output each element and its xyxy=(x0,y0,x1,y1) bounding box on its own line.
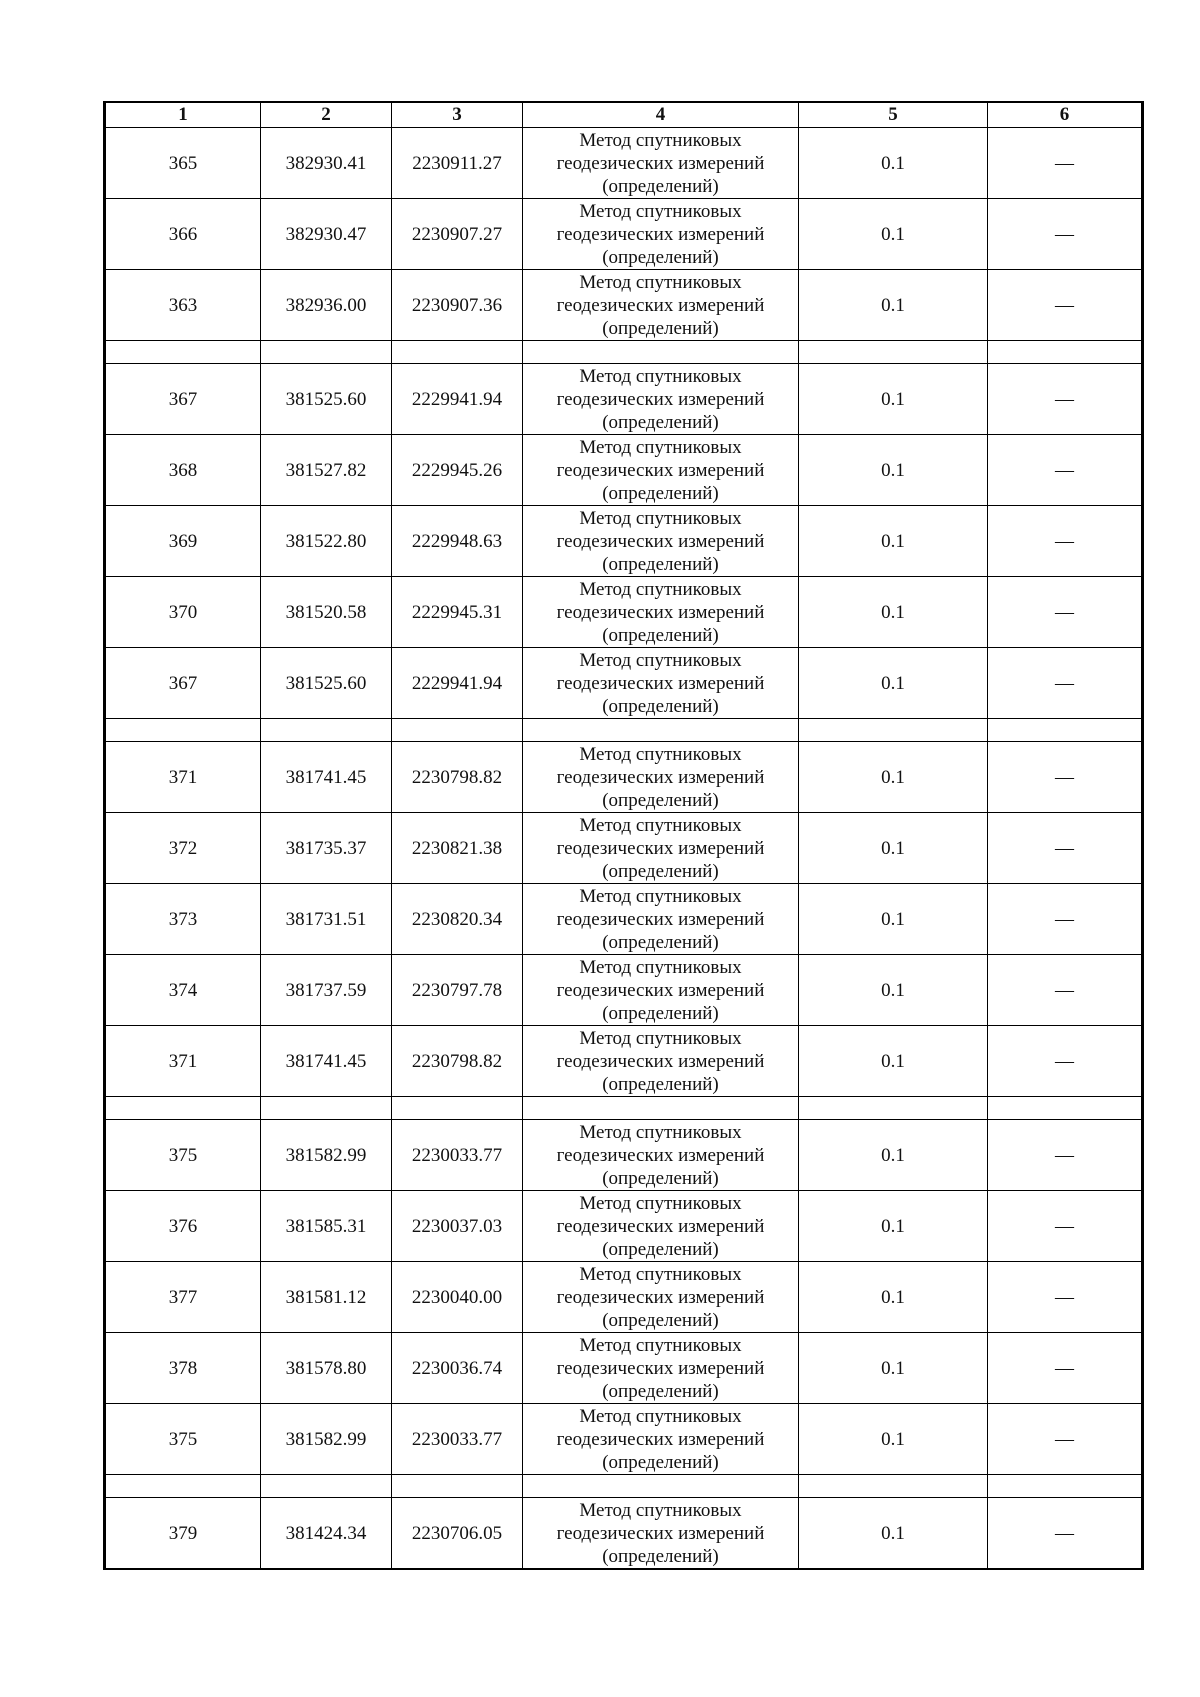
note-cell: — xyxy=(988,506,1143,577)
point-number-cell: 368 xyxy=(105,435,261,506)
table-row xyxy=(105,955,1143,1026)
accuracy-cell: 0.1 xyxy=(799,270,988,341)
empty-cell xyxy=(261,1475,392,1498)
accuracy-cell: 0.1 xyxy=(799,364,988,435)
empty-cell xyxy=(523,719,799,742)
x-coordinate-cell: 382936.00 xyxy=(261,270,392,341)
note-cell: — xyxy=(988,577,1143,648)
point-number-cell: 365 xyxy=(105,128,261,199)
method-cell: Метод спутниковых геодезических измерений (определений) xyxy=(523,955,799,1026)
table-body xyxy=(105,128,1143,1570)
accuracy-cell: 0.1 xyxy=(799,1026,988,1097)
note-cell: — xyxy=(988,813,1143,884)
table-row xyxy=(105,1498,1143,1570)
method-cell: Метод спутниковых геодезических измерений (определений) xyxy=(523,270,799,341)
coordinates-table xyxy=(103,101,1144,1570)
column-header: 2 xyxy=(261,102,392,128)
note-cell: — xyxy=(988,884,1143,955)
y-coordinate-cell: 2229941.94 xyxy=(392,648,523,719)
note-cell: — xyxy=(988,1262,1143,1333)
point-number-cell: 374 xyxy=(105,955,261,1026)
x-coordinate-cell: 381525.60 xyxy=(261,648,392,719)
note-cell: — xyxy=(988,1498,1143,1570)
note-cell: — xyxy=(988,435,1143,506)
x-coordinate-cell: 381520.58 xyxy=(261,577,392,648)
note-cell: — xyxy=(988,199,1143,270)
spacer-row xyxy=(105,1097,1143,1120)
y-coordinate-cell: 2230907.27 xyxy=(392,199,523,270)
accuracy-cell: 0.1 xyxy=(799,813,988,884)
empty-cell xyxy=(988,341,1143,364)
header-row xyxy=(105,102,1143,128)
method-cell: Метод спутниковых геодезических измерений (определений) xyxy=(523,506,799,577)
method-cell: Метод спутниковых геодезических измерений (определений) xyxy=(523,577,799,648)
y-coordinate-cell: 2230033.77 xyxy=(392,1120,523,1191)
method-cell: Метод спутниковых геодезических измерений (определений) xyxy=(523,884,799,955)
column-header: 5 xyxy=(799,102,988,128)
empty-cell xyxy=(523,1097,799,1120)
spacer-row xyxy=(105,1475,1143,1498)
point-number-cell: 375 xyxy=(105,1120,261,1191)
note-cell: — xyxy=(988,742,1143,813)
empty-cell xyxy=(799,1475,988,1498)
empty-cell xyxy=(988,1097,1143,1120)
point-number-cell: 367 xyxy=(105,364,261,435)
accuracy-cell: 0.1 xyxy=(799,577,988,648)
method-cell: Метод спутниковых геодезических измерений (определений) xyxy=(523,1333,799,1404)
x-coordinate-cell: 382930.41 xyxy=(261,128,392,199)
empty-cell xyxy=(523,341,799,364)
note-cell: — xyxy=(988,1120,1143,1191)
table-row xyxy=(105,884,1143,955)
x-coordinate-cell: 381741.45 xyxy=(261,742,392,813)
note-cell: — xyxy=(988,1333,1143,1404)
table-row xyxy=(105,1026,1143,1097)
point-number-cell: 366 xyxy=(105,199,261,270)
table-row xyxy=(105,1120,1143,1191)
table-row xyxy=(105,506,1143,577)
y-coordinate-cell: 2230911.27 xyxy=(392,128,523,199)
point-number-cell: 377 xyxy=(105,1262,261,1333)
x-coordinate-cell: 381741.45 xyxy=(261,1026,392,1097)
spacer-row xyxy=(105,341,1143,364)
y-coordinate-cell: 2230037.03 xyxy=(392,1191,523,1262)
note-cell: — xyxy=(988,1026,1143,1097)
note-cell: — xyxy=(988,364,1143,435)
point-number-cell: 369 xyxy=(105,506,261,577)
method-cell: Метод спутниковых геодезических измерений (определений) xyxy=(523,364,799,435)
x-coordinate-cell: 381735.37 xyxy=(261,813,392,884)
empty-cell xyxy=(261,341,392,364)
empty-cell xyxy=(105,719,261,742)
note-cell: — xyxy=(988,270,1143,341)
note-cell: — xyxy=(988,128,1143,199)
empty-cell xyxy=(988,1475,1143,1498)
y-coordinate-cell: 2230821.38 xyxy=(392,813,523,884)
x-coordinate-cell: 381585.31 xyxy=(261,1191,392,1262)
table-row xyxy=(105,128,1143,199)
x-coordinate-cell: 381578.80 xyxy=(261,1333,392,1404)
method-cell: Метод спутниковых геодезических измерений (определений) xyxy=(523,1498,799,1570)
y-coordinate-cell: 2230033.77 xyxy=(392,1404,523,1475)
point-number-cell: 378 xyxy=(105,1333,261,1404)
y-coordinate-cell: 2230798.82 xyxy=(392,742,523,813)
column-header: 3 xyxy=(392,102,523,128)
note-cell: — xyxy=(988,1404,1143,1475)
empty-cell xyxy=(261,719,392,742)
column-header: 6 xyxy=(988,102,1143,128)
empty-cell xyxy=(392,1475,523,1498)
table-row xyxy=(105,1404,1143,1475)
y-coordinate-cell: 2229945.26 xyxy=(392,435,523,506)
point-number-cell: 372 xyxy=(105,813,261,884)
method-cell: Метод спутниковых геодезических измерений (определений) xyxy=(523,813,799,884)
empty-cell xyxy=(261,1097,392,1120)
accuracy-cell: 0.1 xyxy=(799,1191,988,1262)
x-coordinate-cell: 381525.60 xyxy=(261,364,392,435)
empty-cell xyxy=(392,341,523,364)
empty-cell xyxy=(105,1475,261,1498)
method-cell: Метод спутниковых геодезических измерений (определений) xyxy=(523,199,799,270)
empty-cell xyxy=(392,1097,523,1120)
x-coordinate-cell: 381424.34 xyxy=(261,1498,392,1570)
point-number-cell: 367 xyxy=(105,648,261,719)
x-coordinate-cell: 381582.99 xyxy=(261,1120,392,1191)
method-cell: Метод спутниковых геодезических измерений (определений) xyxy=(523,648,799,719)
y-coordinate-cell: 2230820.34 xyxy=(392,884,523,955)
method-cell: Метод спутниковых геодезических измерений (определений) xyxy=(523,1404,799,1475)
empty-cell xyxy=(799,341,988,364)
y-coordinate-cell: 2230797.78 xyxy=(392,955,523,1026)
empty-cell xyxy=(105,341,261,364)
point-number-cell: 376 xyxy=(105,1191,261,1262)
y-coordinate-cell: 2229945.31 xyxy=(392,577,523,648)
method-cell: Метод спутниковых геодезических измерений (определений) xyxy=(523,435,799,506)
point-number-cell: 363 xyxy=(105,270,261,341)
y-coordinate-cell: 2230798.82 xyxy=(392,1026,523,1097)
column-header: 4 xyxy=(523,102,799,128)
accuracy-cell: 0.1 xyxy=(799,1498,988,1570)
x-coordinate-cell: 381582.99 xyxy=(261,1404,392,1475)
accuracy-cell: 0.1 xyxy=(799,1120,988,1191)
accuracy-cell: 0.1 xyxy=(799,128,988,199)
table-row xyxy=(105,270,1143,341)
table-row xyxy=(105,364,1143,435)
document-page xyxy=(103,101,1141,1570)
point-number-cell: 379 xyxy=(105,1498,261,1570)
empty-cell xyxy=(799,1097,988,1120)
y-coordinate-cell: 2230040.00 xyxy=(392,1262,523,1333)
x-coordinate-cell: 381731.51 xyxy=(261,884,392,955)
table-row xyxy=(105,577,1143,648)
method-cell: Метод спутниковых геодезических измерений (определений) xyxy=(523,1026,799,1097)
accuracy-cell: 0.1 xyxy=(799,648,988,719)
x-coordinate-cell: 381737.59 xyxy=(261,955,392,1026)
y-coordinate-cell: 2229941.94 xyxy=(392,364,523,435)
y-coordinate-cell: 2229948.63 xyxy=(392,506,523,577)
table-row xyxy=(105,648,1143,719)
empty-cell xyxy=(988,719,1143,742)
accuracy-cell: 0.1 xyxy=(799,742,988,813)
method-cell: Метод спутниковых геодезических измерений (определений) xyxy=(523,1262,799,1333)
accuracy-cell: 0.1 xyxy=(799,1333,988,1404)
table-row xyxy=(105,435,1143,506)
y-coordinate-cell: 2230907.36 xyxy=(392,270,523,341)
accuracy-cell: 0.1 xyxy=(799,884,988,955)
method-cell: Метод спутниковых геодезических измерений (определений) xyxy=(523,1120,799,1191)
point-number-cell: 371 xyxy=(105,1026,261,1097)
table-row xyxy=(105,1191,1143,1262)
point-number-cell: 370 xyxy=(105,577,261,648)
x-coordinate-cell: 381527.82 xyxy=(261,435,392,506)
x-coordinate-cell: 381581.12 xyxy=(261,1262,392,1333)
y-coordinate-cell: 2230036.74 xyxy=(392,1333,523,1404)
table-row xyxy=(105,1333,1143,1404)
x-coordinate-cell: 381522.80 xyxy=(261,506,392,577)
point-number-cell: 373 xyxy=(105,884,261,955)
method-cell: Метод спутниковых геодезических измерений (определений) xyxy=(523,742,799,813)
accuracy-cell: 0.1 xyxy=(799,955,988,1026)
note-cell: — xyxy=(988,648,1143,719)
accuracy-cell: 0.1 xyxy=(799,1262,988,1333)
column-header: 1 xyxy=(105,102,261,128)
x-coordinate-cell: 382930.47 xyxy=(261,199,392,270)
empty-cell xyxy=(392,719,523,742)
point-number-cell: 375 xyxy=(105,1404,261,1475)
note-cell: — xyxy=(988,1191,1143,1262)
note-cell: — xyxy=(988,955,1143,1026)
table-row xyxy=(105,1262,1143,1333)
point-number-cell: 371 xyxy=(105,742,261,813)
empty-cell xyxy=(799,719,988,742)
empty-cell xyxy=(523,1475,799,1498)
table-row xyxy=(105,813,1143,884)
table-row xyxy=(105,742,1143,813)
empty-cell xyxy=(105,1097,261,1120)
accuracy-cell: 0.1 xyxy=(799,1404,988,1475)
y-coordinate-cell: 2230706.05 xyxy=(392,1498,523,1570)
method-cell: Метод спутниковых геодезических измерений (определений) xyxy=(523,1191,799,1262)
spacer-row xyxy=(105,719,1143,742)
method-cell: Метод спутниковых геодезических измерений (определений) xyxy=(523,128,799,199)
accuracy-cell: 0.1 xyxy=(799,199,988,270)
accuracy-cell: 0.1 xyxy=(799,435,988,506)
accuracy-cell: 0.1 xyxy=(799,506,988,577)
table-row xyxy=(105,199,1143,270)
